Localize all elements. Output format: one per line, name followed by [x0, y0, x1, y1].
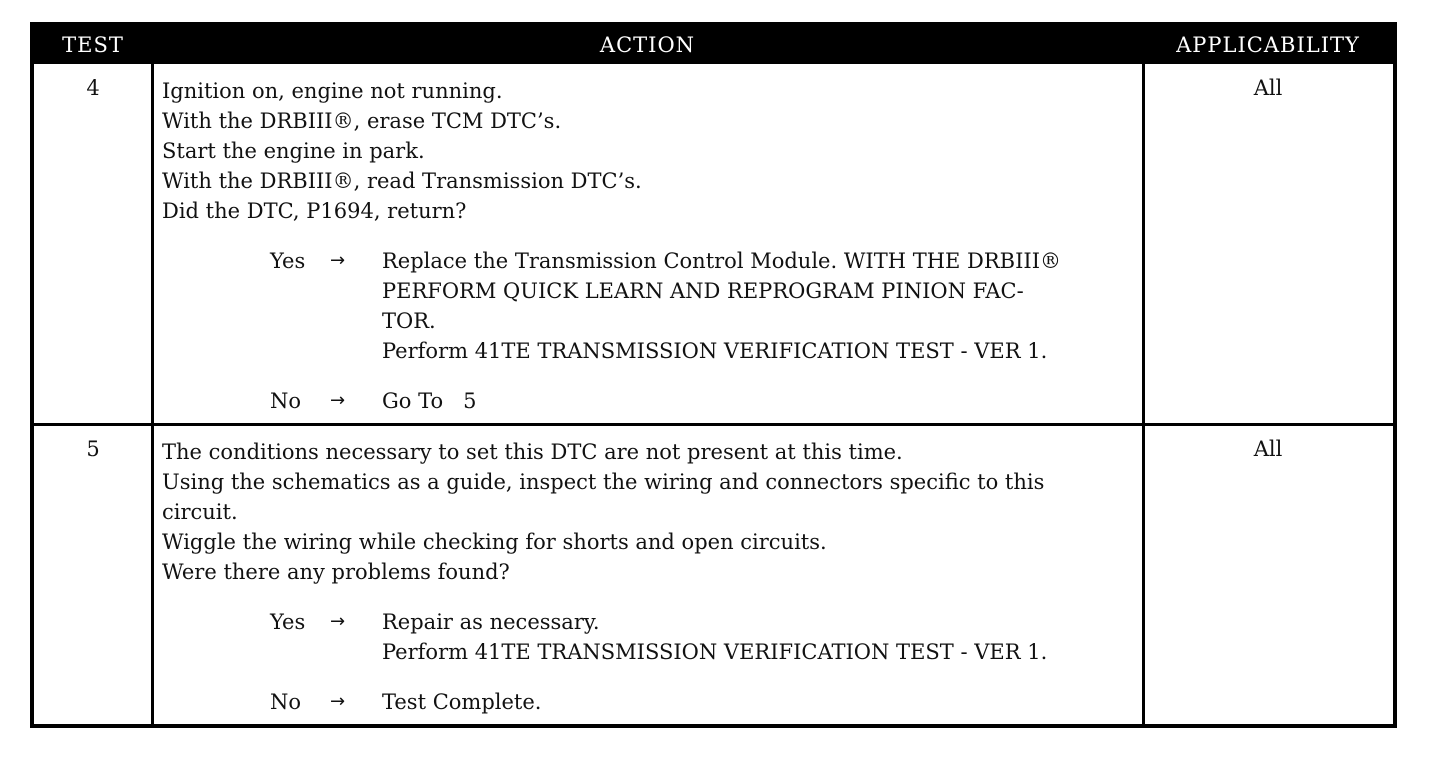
outcome-result-line: Test Complete.: [382, 690, 542, 714]
outcome-result-line: Repair as necessary.: [382, 610, 600, 634]
row-divider: [34, 423, 1393, 426]
applicability-4: All: [1253, 76, 1283, 100]
outcome-result-line: Go To 5: [382, 389, 477, 413]
column-divider-applicability: [1142, 64, 1145, 724]
action-line: Ignition on, engine not running.: [162, 79, 503, 103]
right-arrow-icon: →: [330, 250, 346, 271]
header-applicability: APPLICABILITY: [1176, 33, 1360, 57]
outcome-no-label: No: [270, 389, 302, 413]
outcome-yes: [270, 246, 1138, 366]
action-line: circuit.: [162, 500, 238, 524]
outcome-result-line: TOR.: [382, 309, 436, 333]
action-line: With the DRBIII®, read Transmission DTC’s.: [162, 169, 642, 193]
test-number-5: 5: [86, 437, 100, 461]
header-test: TEST: [62, 33, 124, 57]
action-line: The conditions necessary to set this DTC are not present at this time.: [162, 440, 903, 464]
right-arrow-icon: →: [330, 611, 346, 632]
outcome-result-line: Perform 41TE TRANSMISSION VERIFICATION TEST - VER 1.: [382, 339, 1048, 363]
outcome-yes: [270, 607, 1138, 667]
action-line: Start the engine in park.: [162, 139, 425, 163]
action-line: Did the DTC, P1694, return?: [162, 199, 467, 223]
right-arrow-icon: →: [330, 691, 346, 712]
action-line: Wiggle the wiring while checking for shorts and open circuits.: [162, 530, 827, 554]
outcome-no-label: No: [270, 690, 302, 714]
test-number-4: 4: [86, 76, 100, 100]
header-action: ACTION: [599, 33, 696, 57]
column-divider-test: [151, 64, 154, 724]
action-line: With the DRBIII®, erase TCM DTC’s.: [162, 109, 562, 133]
right-arrow-icon: →: [330, 390, 346, 411]
outcome-yes-label: Yes: [270, 249, 306, 273]
outcome-result-line: Replace the Transmission Control Module. WITH THE DRBIII®: [382, 249, 1061, 273]
table-header-row: [34, 26, 1393, 64]
diagnostic-test-table: [30, 22, 1397, 728]
action-cell-4: [162, 76, 1138, 416]
outcome-result-line: PERFORM QUICK LEARN AND REPROGRAM PINION FAC-: [382, 279, 1024, 303]
action-line: Using the schematics as a guide, inspect the wiring and connectors specific to this: [162, 470, 1045, 494]
action-cell-5: [162, 437, 1138, 717]
outcome-yes-label: Yes: [270, 610, 306, 634]
outcome-no: [270, 687, 1138, 717]
action-line: Were there any problems found?: [162, 560, 510, 584]
outcome-result-line: Perform 41TE TRANSMISSION VERIFICATION TEST - VER 1.: [382, 640, 1048, 664]
applicability-5: All: [1253, 437, 1283, 461]
outcome-no: [270, 386, 1138, 416]
